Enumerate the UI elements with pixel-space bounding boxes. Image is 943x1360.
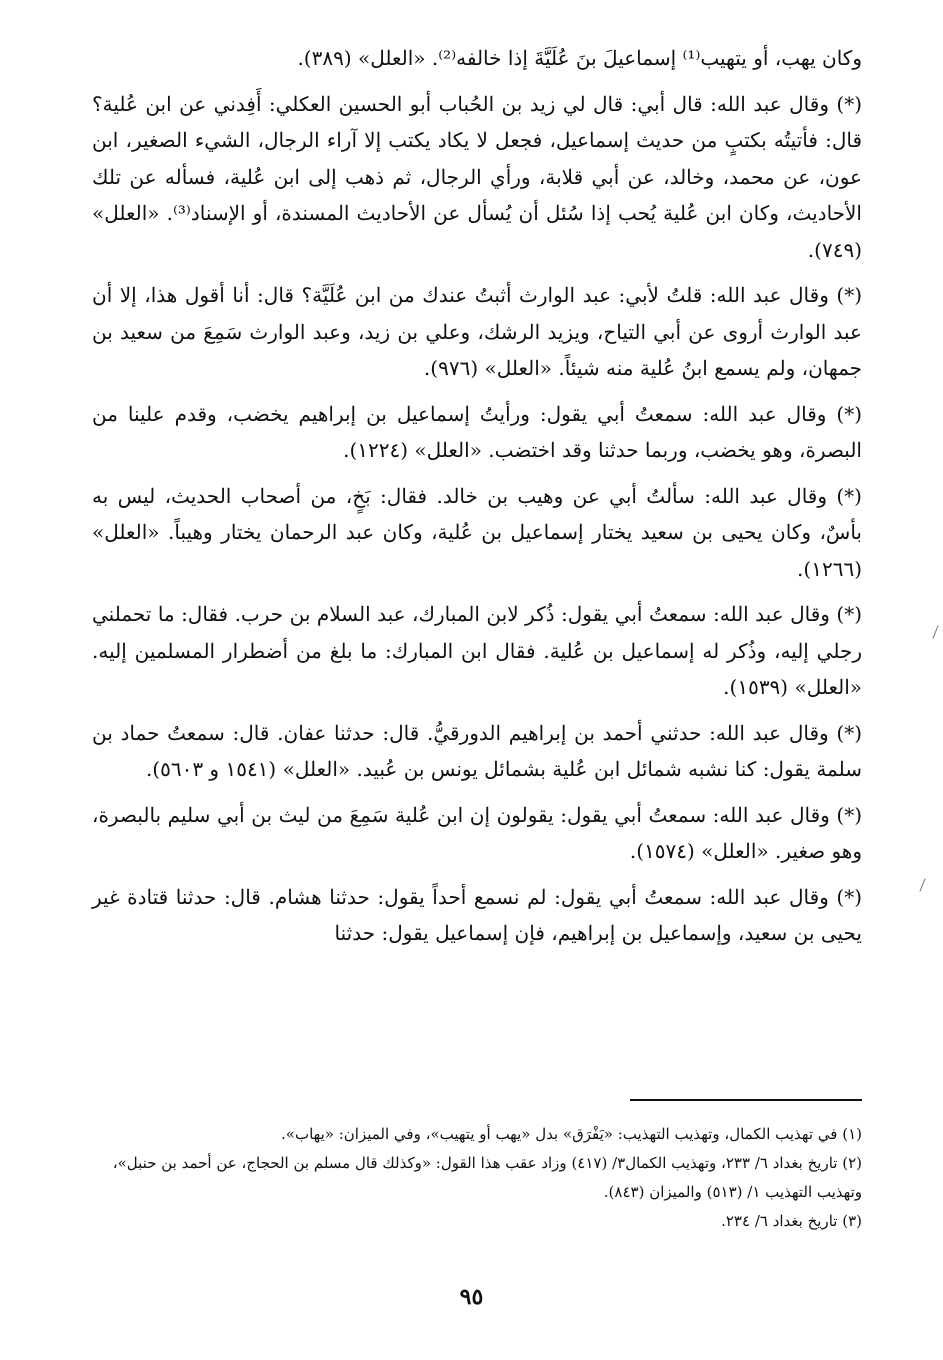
footnote: (٣) تاريخ بغداد ٦/ ٢٣٤. — [721, 1212, 862, 1230]
paragraph: (*) وقال عبد الله: سمعتُ أبي يقول: ذُكر لابن المبارك، عبد السلام بن حرب. فقال: ما تحملني رجلي إليه، وذُكر له إسماعيل بن عُلية. فقال ابن المبارك: ما بلغ من أضطرار المسلمين إليه. «العلل» (١٥٣٩). — [92, 602, 862, 699]
paragraph: (*) وقال عبد الله: سألتُ أبي عن وهيب بن خالد. فقال: بَخٍ، من أصحاب الحديث، ليس به بأسٌ، وكان يحيى بن سعيد يختار إسماعيل بن عُلية، وكان عبد الرحمان يختار وهيباً. «العلل» (١٢٦٦). — [92, 483, 862, 581]
footnotes — [92, 1120, 862, 1236]
paragraph: (*) وقال عبد الله: قال أبي: قال لي زيد بن الحُباب أبو الحسين العكلي: أَفِدني عن ابن عُلية؟ قال: فأتيتُه بكتبٍ من حديث إسماعيل، فجعل لا يكاد يكتب إلا آراء الرجال، الشيء الصغير، ابن عون، عن محمد، وخالد، عن أبي قلابة، ورأي الرجال، ثم ذهب إلى ابن عُلية، فسأله عن تلك الأحاديث، وكان ابن عُلية يُحب إذا سُئل أن يُسأل عن الأحاديث المسندة، أو الإسناد⁽³⁾. «العلل» (٧٤٩). — [92, 91, 862, 262]
paragraph: (*) وقال عبد الله: سمعتُ أبي يقول: لم نسمع أحداً يقول: حدثنا هشام. قال: حدثنا قتادة غير يحيى بن سعيد، وإسماعيل بن إبراهيم، فإن إسماعيل يقول: حدثنا — [92, 884, 862, 945]
paragraph: (*) وقال عبد الله: حدثني أحمد بن إبراهيم الدورقيُّ. قال: حدثنا عفان. قال: سمعتُ حماد بن سلمة يقول: كنا نشبه شمائل ابن عُلية بشمائل يونس بن عُبيد. «العلل» (١٥٤١ و ٥٦٠٣). — [92, 720, 862, 781]
footnote: (١) في تهذيب الكمال، وتهذيب التهذيب: «يَفْرَق» بدل «يهب أو يتهيب»، وفي الميزان: «يهاب». — [281, 1125, 862, 1143]
paragraph: (*) وقال عبد الله: سمعتُ أبي يقول: ورأيتُ إسماعيل بن إبراهيم يخضب، وقدم علينا من البصرة، وهو يخضب، وربما حدثنا وقد اختضب. «العلل» (١٢٢٤). — [92, 401, 862, 462]
paragraph: (*) وقال عبد الله: سمعتُ أبي يقول: يقولون إن ابن عُلية سَمِعَ من ليث بن أبي سليم بالبصرة، وهو صغير. «العلل» (١٥٧٤). — [92, 802, 862, 863]
scan-mark — [932, 625, 938, 638]
paragraph: وكان يهب، أو يتهيب⁽¹⁾ إسماعيلَ بنَ عُلَيَّةَ إذا خالفه⁽²⁾. «العلل» (٣٨٩). — [297, 46, 862, 70]
paragraph: (*) وقال عبد الله: قلتُ لأبي: عبد الوارث أثبتُ عندك من ابن عُلَيَّة؟ قال: أنا أقول هذا، إلا أن عبد الوارث أروى عن أبي التياح، ويزيد الرشك، وعلي بن زيد، وعبد الوارث سَمِعَ من سعيد بن جمهان، ولم يسمع ابنُ عُلية منه شيئاً. «العلل» (٩٧٦). — [92, 283, 862, 380]
scan-mark — [919, 878, 925, 891]
page-number: ٩٥ — [459, 1284, 484, 1310]
footnote: (٢) تاريخ بغداد ٦/ ٢٣٣، وتهذيب الكمال٣/ (٤١٧) وزاد عقب هذا القول: «وكذلك قال مسلم بن الحجاج، عن أحمد بن حنبل»، وتهذيب التهذيب ١/ (٥١٣) والميزان (٨٤٣). — [112, 1154, 862, 1201]
main-text — [92, 40, 862, 961]
footnote-divider — [630, 1099, 862, 1101]
